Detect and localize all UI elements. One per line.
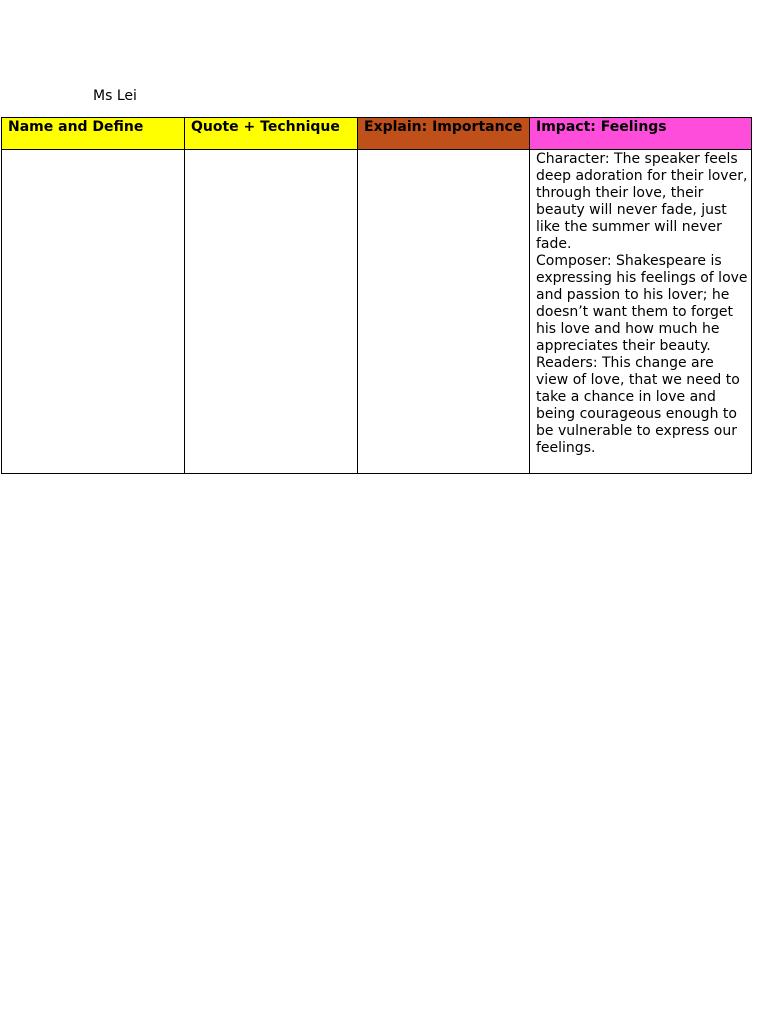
impact-character-text: Character: The speaker feels deep adoration for their lover, through their love, their beauty will never fade, just like the summer will never fade. xyxy=(536,151,748,252)
table-header-row xyxy=(2,118,752,150)
cell-explain-importance xyxy=(358,150,530,474)
analysis-table xyxy=(1,117,752,474)
cell-impact-feelings xyxy=(530,150,752,474)
impact-composer-text: Composer: Shakespeare is expressing his feelings of love and passion to his lover; he doesn’t want them to forget his love and how much he appreciates their beauty. xyxy=(536,253,748,354)
author-name: Ms Lei xyxy=(93,88,137,104)
header-explain-importance: Explain: Importance xyxy=(358,118,530,150)
cell-name-and-define xyxy=(2,150,185,474)
header-name-and-define: Name and Define xyxy=(2,118,185,150)
table-row xyxy=(2,150,752,474)
cell-quote-technique xyxy=(185,150,358,474)
header-quote-technique: Quote + Technique xyxy=(185,118,358,150)
header-impact-feelings: Impact: Feelings xyxy=(530,118,752,150)
impact-readers-text: Readers: This change are view of love, that we need to take a chance in love and being courageous enough to be vulnerable to express our feelings. xyxy=(536,355,740,456)
